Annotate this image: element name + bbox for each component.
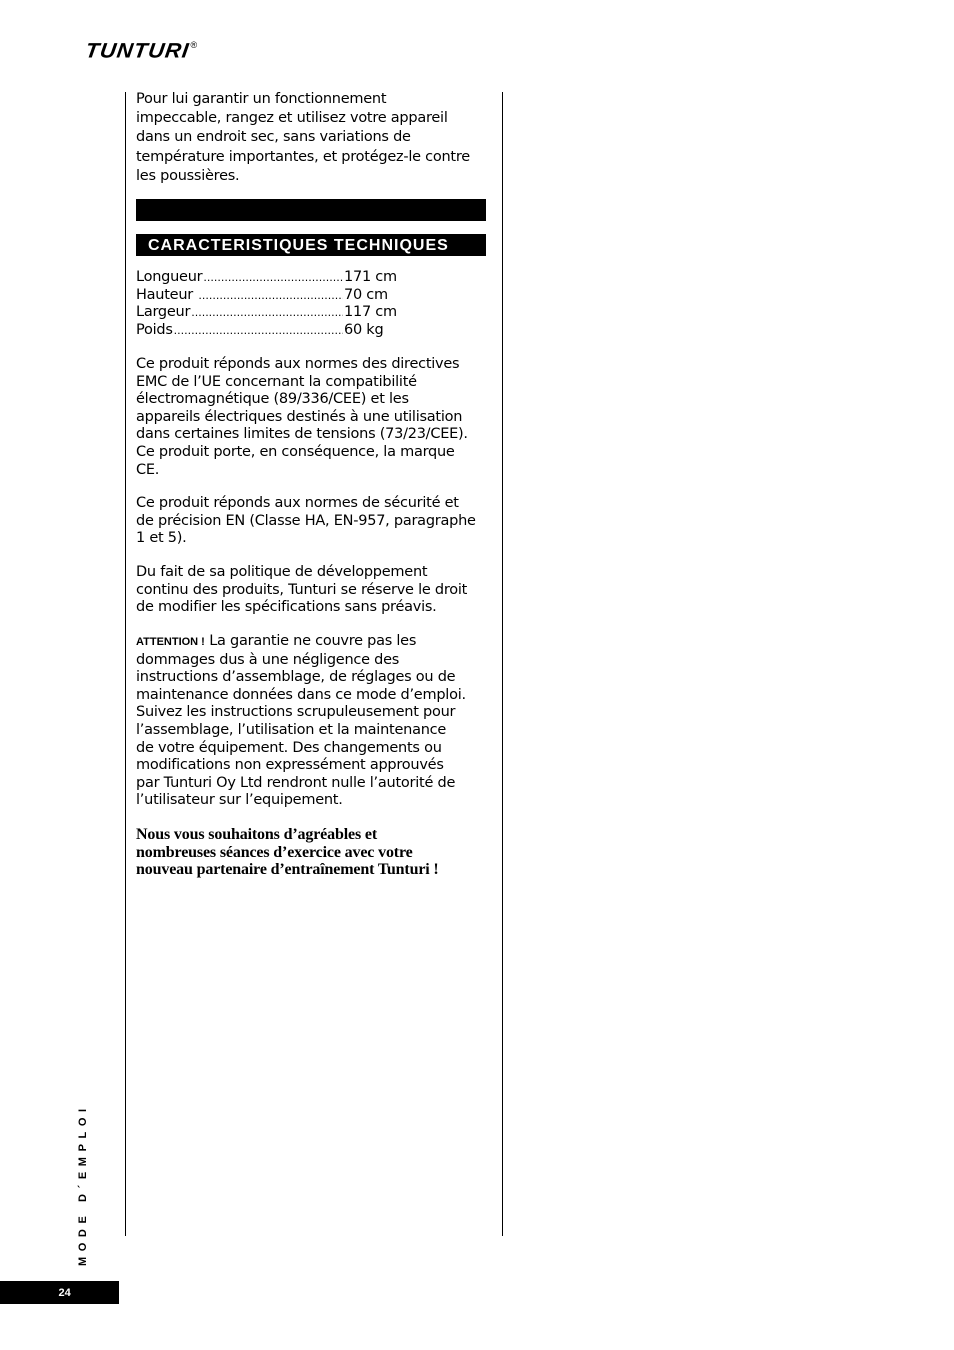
attention-paragraph [136, 633, 486, 810]
specs-list [136, 269, 486, 339]
closing-paragraph: Nous vous souhaitons d’agréables et nombreuses séances d’exercice avec votre nouveau partenaire d’entraînement Tunturi ! [136, 826, 439, 879]
attention-label: ATTENTION ! [136, 636, 205, 648]
page-number-tab [0, 1281, 119, 1304]
attention-text: La garantie ne couvre pas les dommages dus à une négligence des instructions d’assemblage, de réglages ou de maintenance données dans ce mode d’emploi. Suivez les instructions scrupuleusement pour l’assemblage, l’utilisation et la maintenance de votre équipement. Des changements ou modifications non expressément approuvés par Tunturi Oy Ltd rendront nulle l’autorité de l’utilisateur sur l’equipement. [136, 633, 466, 809]
side-label: MODE D´EMPLOI [77, 1103, 89, 1266]
emc-block [136, 356, 486, 479]
safety-paragraph: Ce produit réponds aux normes de sécurité et de précision EN (Classe HA, EN-957, paragraphe 1 et 5). [136, 495, 476, 547]
spec-label: Poids [136, 321, 173, 338]
intro-block [136, 90, 486, 186]
leader-dots [174, 322, 343, 340]
right-column-rule [502, 92, 503, 1236]
spec-row [136, 322, 406, 340]
spec-label: Largeur [136, 304, 191, 321]
attention-block [136, 633, 486, 810]
section-heading-bar [136, 234, 486, 256]
leader-dots [198, 287, 343, 305]
policy-paragraph: Du fait de sa politique de développement continu des produits, Tunturi se réserve le droit de modifier les spécifications sans préavis. [136, 564, 468, 616]
safety-block [136, 495, 486, 548]
policy-block [136, 564, 486, 617]
spec-value: 171 cm [344, 269, 397, 285]
spec-row [136, 287, 406, 305]
registered-mark: ® [190, 40, 198, 50]
left-column-rule [125, 92, 126, 1236]
page-number: 24 [58, 1286, 71, 1299]
section-divider-bar [136, 199, 486, 221]
spec-row [136, 269, 406, 287]
tunturi-logo [84, 38, 197, 62]
spec-label: Hauteur [136, 286, 198, 303]
spec-value: 70 cm [344, 286, 388, 303]
spec-value: 60 kg [344, 321, 384, 338]
spec-value: 117 cm [344, 304, 397, 321]
spec-label: Longueur [136, 269, 203, 285]
brand-wordmark: TUNTURI [84, 38, 191, 62]
leader-dots [203, 269, 343, 287]
intro-paragraph: Pour lui garantir un fonctionnement impeccable, rangez et utilisez votre appareil dans un endroit sec, sans variations de température importantes, et protégez-le contre les poussières. [136, 91, 470, 184]
closing-block [136, 826, 486, 879]
leader-dots [191, 304, 343, 322]
section-title: CARACTERISTIQUES TECHNIQUES [148, 236, 449, 254]
spec-row [136, 304, 406, 322]
emc-paragraph: Ce produit réponds aux normes des directives EMC de l’UE concernant la compatibilité électromagnétique (89/336/CEE) et les appareils électriques destinés à une utilisation dans certaines limites de tensions (73/23/CEE). Ce produit porte, en conséquence, la marque CE. [136, 356, 468, 478]
